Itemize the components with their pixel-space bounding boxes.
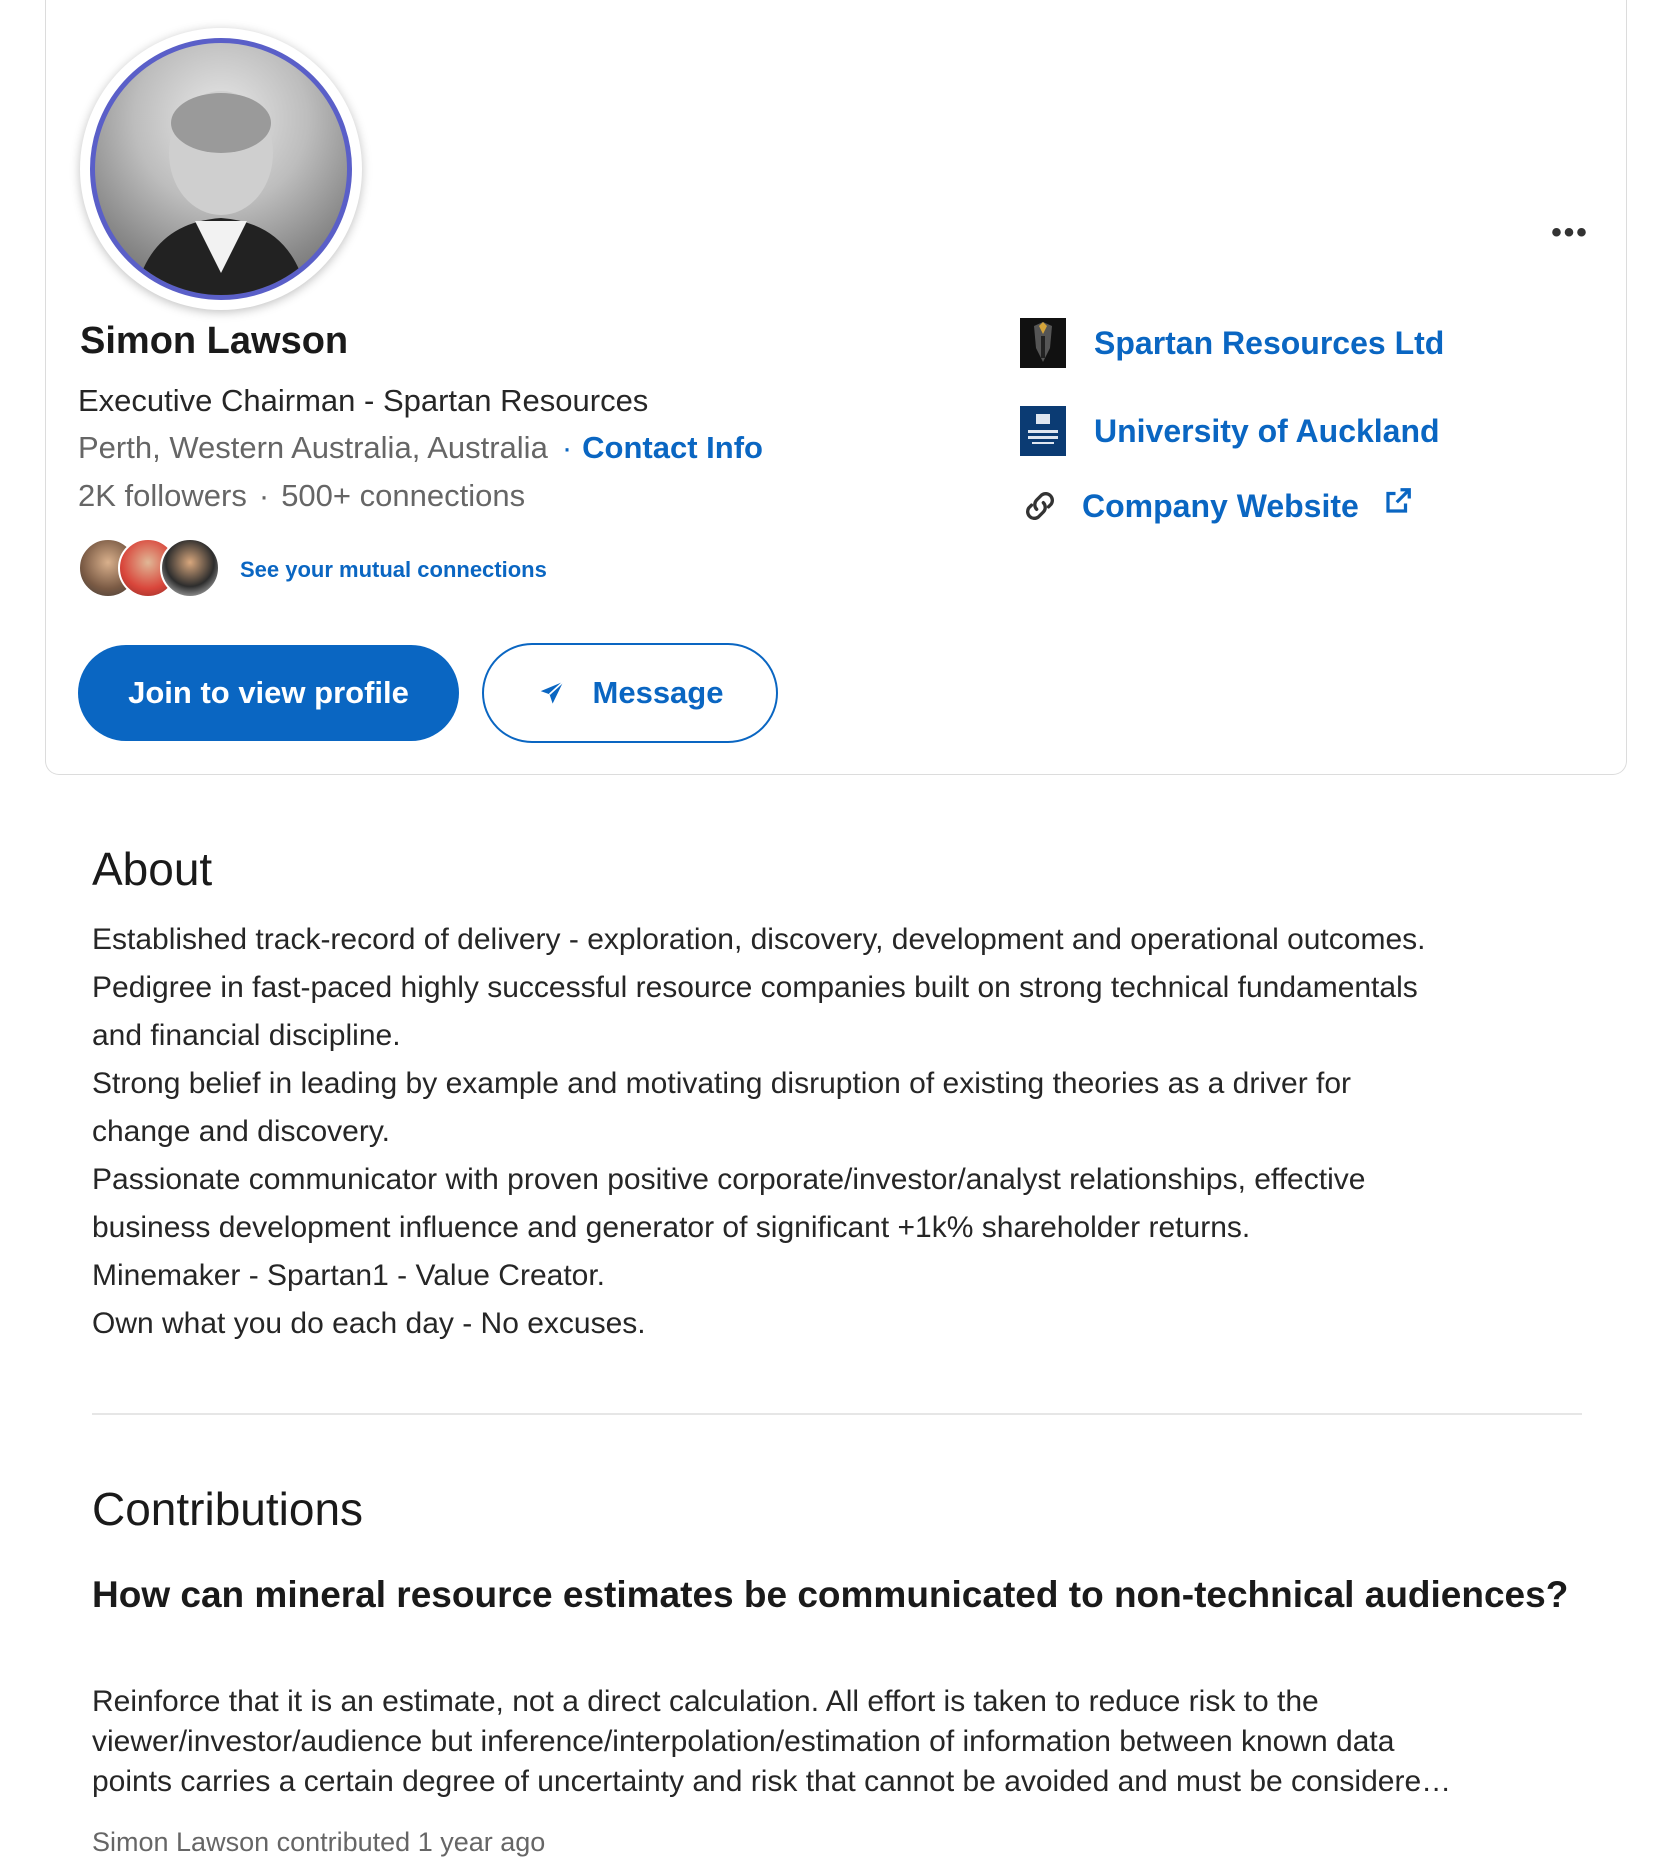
followers-count: 2K followers [78, 478, 247, 513]
profile-avatar[interactable] [80, 28, 362, 310]
message-label: Message [592, 675, 724, 710]
about-line: Pedigree in fast-paced highly successful resource companies built on strong technical fundamentals [92, 971, 1418, 1004]
avatar [160, 538, 220, 598]
about-text [92, 916, 1592, 1348]
link-icon [1020, 486, 1060, 526]
connections-count: 500+ connections [281, 478, 526, 513]
about-line: and financial discipline. [92, 1019, 401, 1052]
message-button[interactable] [482, 643, 778, 743]
mutual-connections-link[interactable]: See your mutual connections [240, 557, 547, 582]
avatar-photo [90, 38, 352, 300]
link-label: Spartan Resources Ltd [1094, 324, 1445, 361]
about-line: Established track-record of delivery - exploration, discovery, development and operational outcomes. [92, 923, 1426, 956]
link-spartan-resources[interactable] [1020, 318, 1444, 368]
external-link-icon [1383, 486, 1413, 516]
location-line [78, 430, 763, 466]
university-logo-icon [1020, 406, 1066, 456]
section-divider [92, 1413, 1582, 1415]
link-company-website[interactable] [1020, 486, 1413, 526]
about-line: Own what you do each day - No excuses. [92, 1307, 646, 1340]
answer-line: viewer/investor/audience but inference/interpolation/estimation of information between known data [92, 1725, 1395, 1758]
contribution-question[interactable]: How can mineral resource estimates be communicated to non-technical audiences? [92, 1574, 1569, 1615]
profile-headline: Executive Chairman - Spartan Resources [78, 383, 649, 418]
more-options-button[interactable]: ••• [1551, 216, 1589, 249]
link-label: University of Auckland [1094, 412, 1440, 449]
about-line: business development influence and generator of significant +1k% shareholder returns. [92, 1211, 1251, 1244]
separator-dot: · [258, 478, 270, 513]
mutual-connections-avatars[interactable] [78, 538, 223, 600]
link-label: Company Website [1082, 487, 1359, 524]
link-university-of-auckland[interactable] [1020, 406, 1440, 456]
contact-info-link[interactable]: Contact Info [582, 430, 763, 465]
about-line: Strong belief in leading by example and motivating disruption of existing theories as a driver for [92, 1067, 1352, 1100]
answer-line: Reinforce that it is an estimate, not a direct calculation. All effort is taken to reduce risk to the [92, 1685, 1319, 1718]
contribution-meta: Simon Lawson contributed 1 year ago [92, 1827, 546, 1857]
about-line: Passionate communicator with proven positive corporate/investor/analyst relationships, effective [92, 1163, 1366, 1196]
answer-line: points carries a certain degree of uncertainty and risk that cannot be avoided and must be considere… [92, 1765, 1452, 1798]
spartan-logo-icon [1020, 318, 1066, 368]
profile-name: Simon Lawson [80, 320, 349, 362]
network-stats [78, 478, 525, 514]
contributions-title: Contributions [92, 1483, 364, 1535]
contribution-answer [92, 1682, 1592, 1802]
join-to-view-profile-button[interactable]: Join to view profile [78, 645, 459, 741]
about-line: change and discovery. [92, 1115, 390, 1148]
about-title: About [92, 843, 213, 895]
person-silhouette-icon [95, 43, 347, 295]
separator-dot: · [561, 430, 573, 465]
about-line: Minemaker - Spartan1 - Value Creator. [92, 1259, 606, 1292]
send-icon [537, 678, 567, 708]
profile-location: Perth, Western Australia, Australia [78, 430, 548, 465]
